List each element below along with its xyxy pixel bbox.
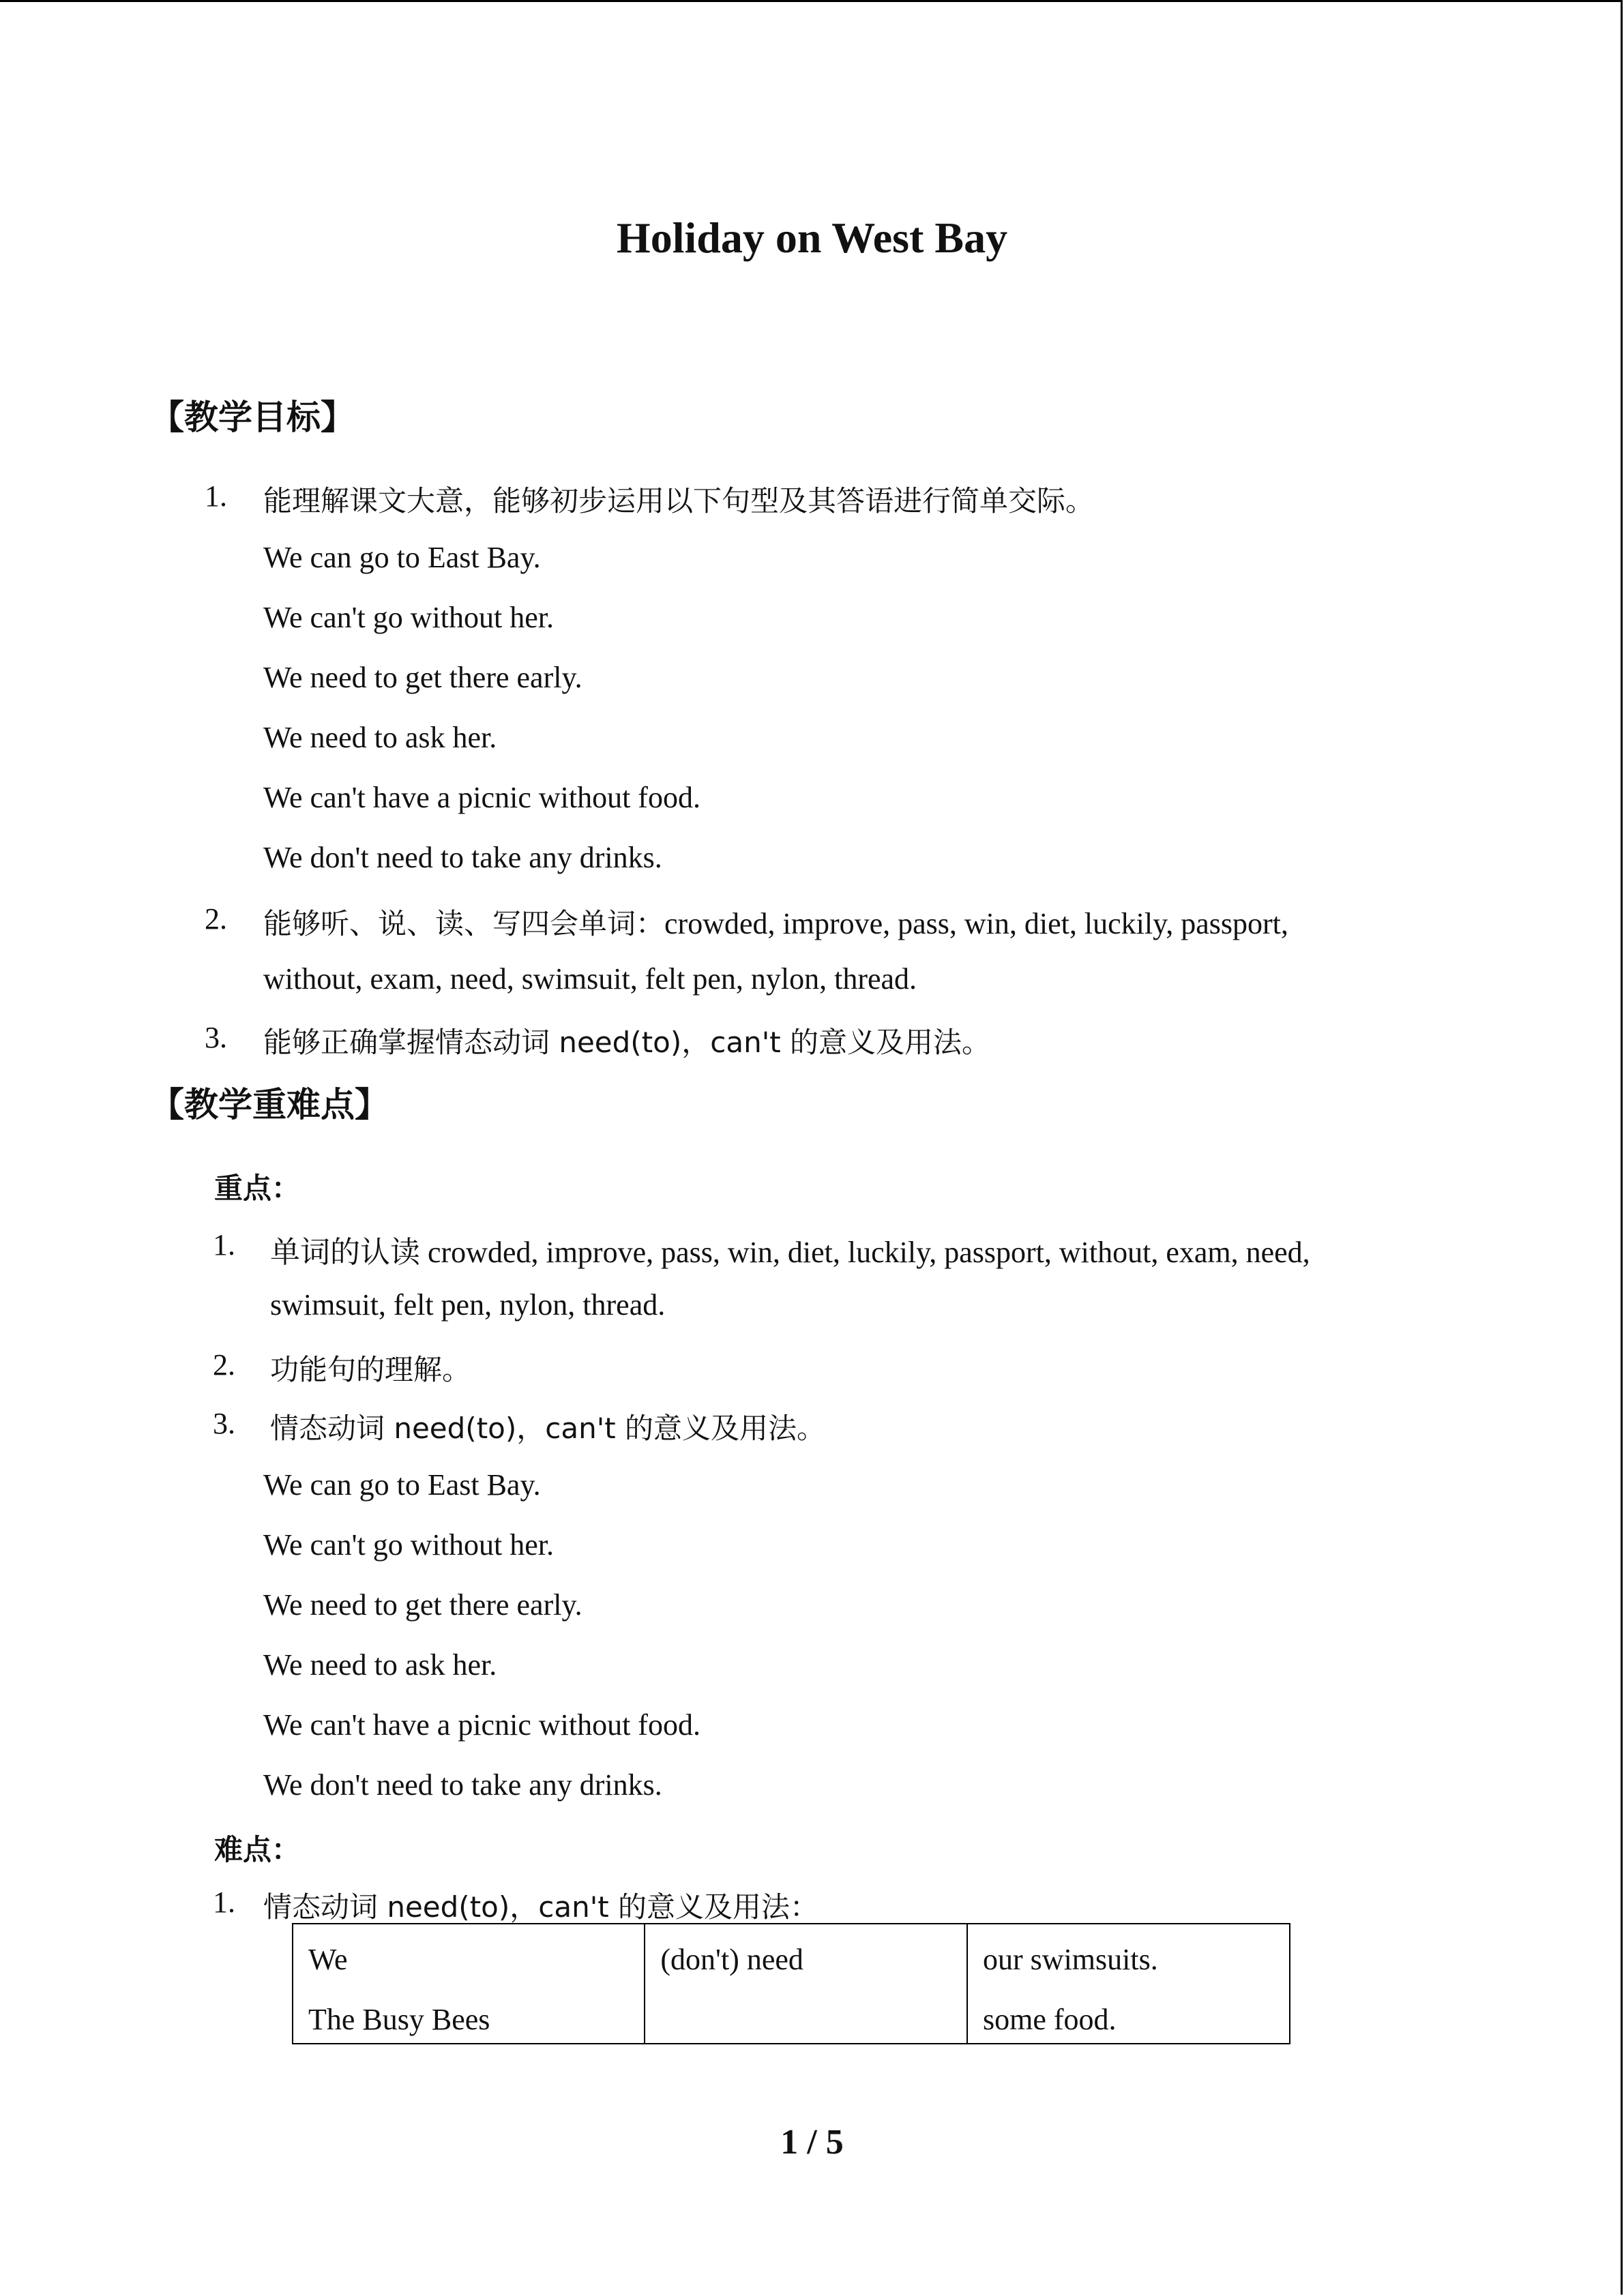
table-cell-verb: [645, 1924, 967, 2044]
objective-3-text: 能够正确掌握情态动词 need(to)，can't 的意义及用法。: [263, 1026, 991, 1059]
table-cell-object: [967, 1924, 1290, 2044]
objective-3-number: 3.: [205, 1021, 227, 1054]
document-title: Holiday on West Bay: [616, 213, 1008, 262]
objectives-heading: 【教学目标】: [150, 398, 355, 437]
objective-1-text: 能理解课文大意，能够初步运用以下句型及其答语进行简单交际。: [263, 484, 1095, 518]
objective-2-text: [263, 901, 1288, 942]
focus-sentence: We don't need to take any drinks.: [263, 1768, 662, 1802]
objective-sentence: We need to ask her.: [263, 721, 497, 754]
table-row: [293, 1924, 1290, 2044]
objective-2-number: 2.: [205, 902, 227, 936]
difficulty-1-text: 情态动词 need(to)，can't 的意义及用法：: [263, 1890, 819, 1924]
focus-3-text: 情态动词 need(to)，can't 的意义及用法。: [270, 1412, 826, 1445]
focus-2-text: 功能句的理解。: [270, 1353, 471, 1386]
table-cell-text: (don't) need: [660, 1943, 803, 1976]
focus-2-number: 2.: [213, 1348, 235, 1382]
objective-sentence: We need to get there early.: [263, 661, 582, 694]
objective-2-words: crowded, improve, pass, win, diet, luckily, passport,: [664, 907, 1288, 940]
objective-1-number: 1.: [205, 479, 227, 513]
focus-sentence: We need to ask her.: [263, 1648, 497, 1682]
objective-sentence: We can go to East Bay.: [263, 541, 541, 574]
key-points-heading: 【教学重难点】: [150, 1085, 389, 1124]
objective-2-words-continued: without, exam, need, swimsuit, felt pen, nylon, thread.: [263, 962, 917, 996]
difficulty-label: 难点：: [214, 1833, 301, 1866]
objective-sentence: We don't need to take any drinks.: [263, 841, 662, 874]
focus-label: 重点：: [214, 1172, 301, 1205]
objective-2-prefix: 能够听、说、读、写四会单词：: [263, 907, 665, 940]
difficulty-1-number: 1.: [213, 1885, 235, 1919]
focus-sentence: We need to get there early.: [263, 1588, 582, 1622]
focus-1-text: 单词的认读 crowded, improve, pass, win, diet, luckily, passport, without, exam, need,: [270, 1236, 1310, 1269]
table-cell-text: We: [308, 1943, 348, 1976]
focus-sentence: We can't go without her.: [263, 1528, 554, 1562]
grammar-table: [292, 1923, 1290, 2044]
focus-1-text-continued: swimsuit, felt pen, nylon, thread.: [270, 1288, 666, 1322]
table-cell-subject: [293, 1924, 645, 2044]
focus-sentence: We can go to East Bay.: [263, 1468, 541, 1502]
focus-1-number: 1.: [213, 1228, 235, 1262]
table-cell-text: our swimsuits.: [983, 1943, 1158, 1976]
focus-3-number: 3.: [213, 1407, 235, 1440]
page-number: 1 / 5: [780, 2123, 844, 2162]
focus-sentence: We can't have a picnic without food.: [263, 1708, 700, 1742]
objective-sentence: We can't have a picnic without food.: [263, 781, 700, 814]
table-cell-text: The Busy Bees: [308, 2003, 490, 2036]
objective-sentence: We can't go without her.: [263, 601, 554, 634]
table-cell-text: some food.: [983, 2003, 1117, 2036]
